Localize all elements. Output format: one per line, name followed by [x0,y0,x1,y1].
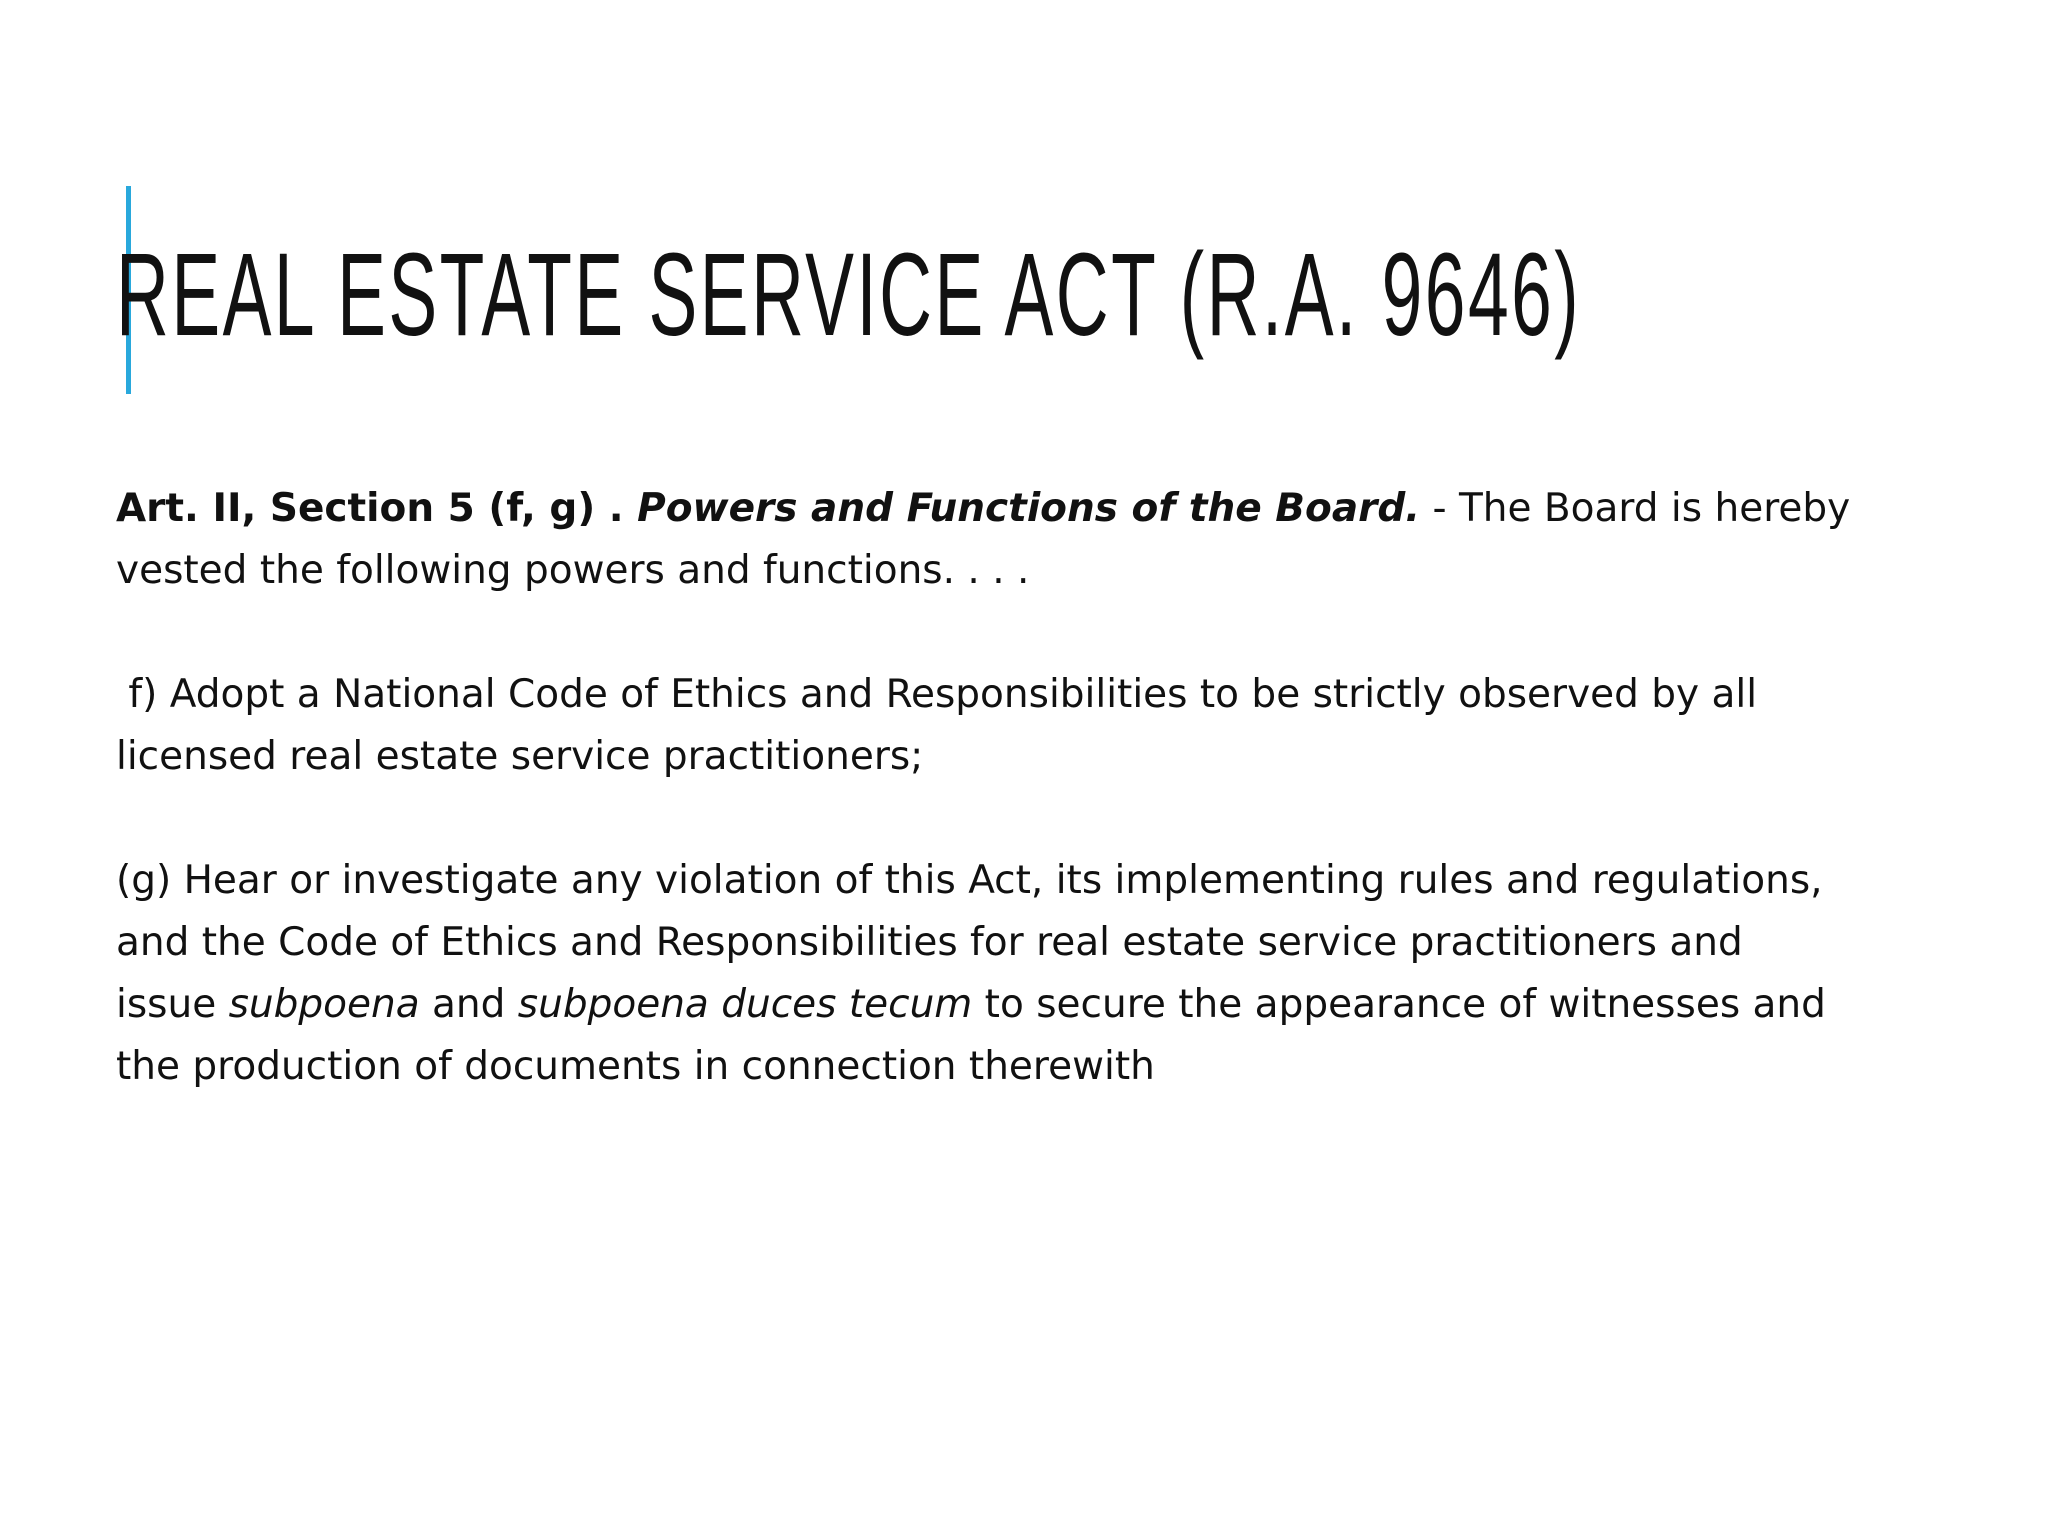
intro-text-line2: vested the following powers and functions. . . . [116,548,1030,593]
intro-text-line1: - The Board is hereby [1420,486,1851,531]
item-f-paragraph [116,664,1916,788]
paragraph-spacer [116,788,1916,850]
item-g-line3-pre: issue [116,982,229,1027]
article-citation: Art. II, Section 5 (f, g) . [116,486,638,531]
item-g-line1: (g) Hear or investigate any violation of this Act, its implementing rules and regulations, [116,858,1823,903]
slide-title: REAL ESTATE SERVICE ACT (R.A. 9646) [116,229,1582,361]
item-g-line2: and the Code of Ethics and Responsibilities for real estate service practitioners and [116,920,1743,965]
item-g-paragraph [116,850,1916,1098]
item-f-line1: f) Adopt a National Code of Ethics and Responsibilities to be strictly observed by all [116,672,1758,717]
section-heading: Powers and Functions of the Board. [637,486,1421,531]
intro-paragraph [116,478,1916,602]
item-g-line3-post: to secure the appearance of witnesses and [972,982,1826,1027]
item-f-line2: licensed real estate service practitioners; [116,734,924,779]
term-subpoena: subpoena [228,982,420,1027]
term-subpoena-duces-tecum: subpoena duces tecum [517,982,973,1027]
slide-body [116,478,1916,1098]
item-g-line4: the production of documents in connection therewith [116,1044,1155,1089]
paragraph-spacer [116,602,1916,664]
item-g-line3-mid: and [419,982,518,1027]
